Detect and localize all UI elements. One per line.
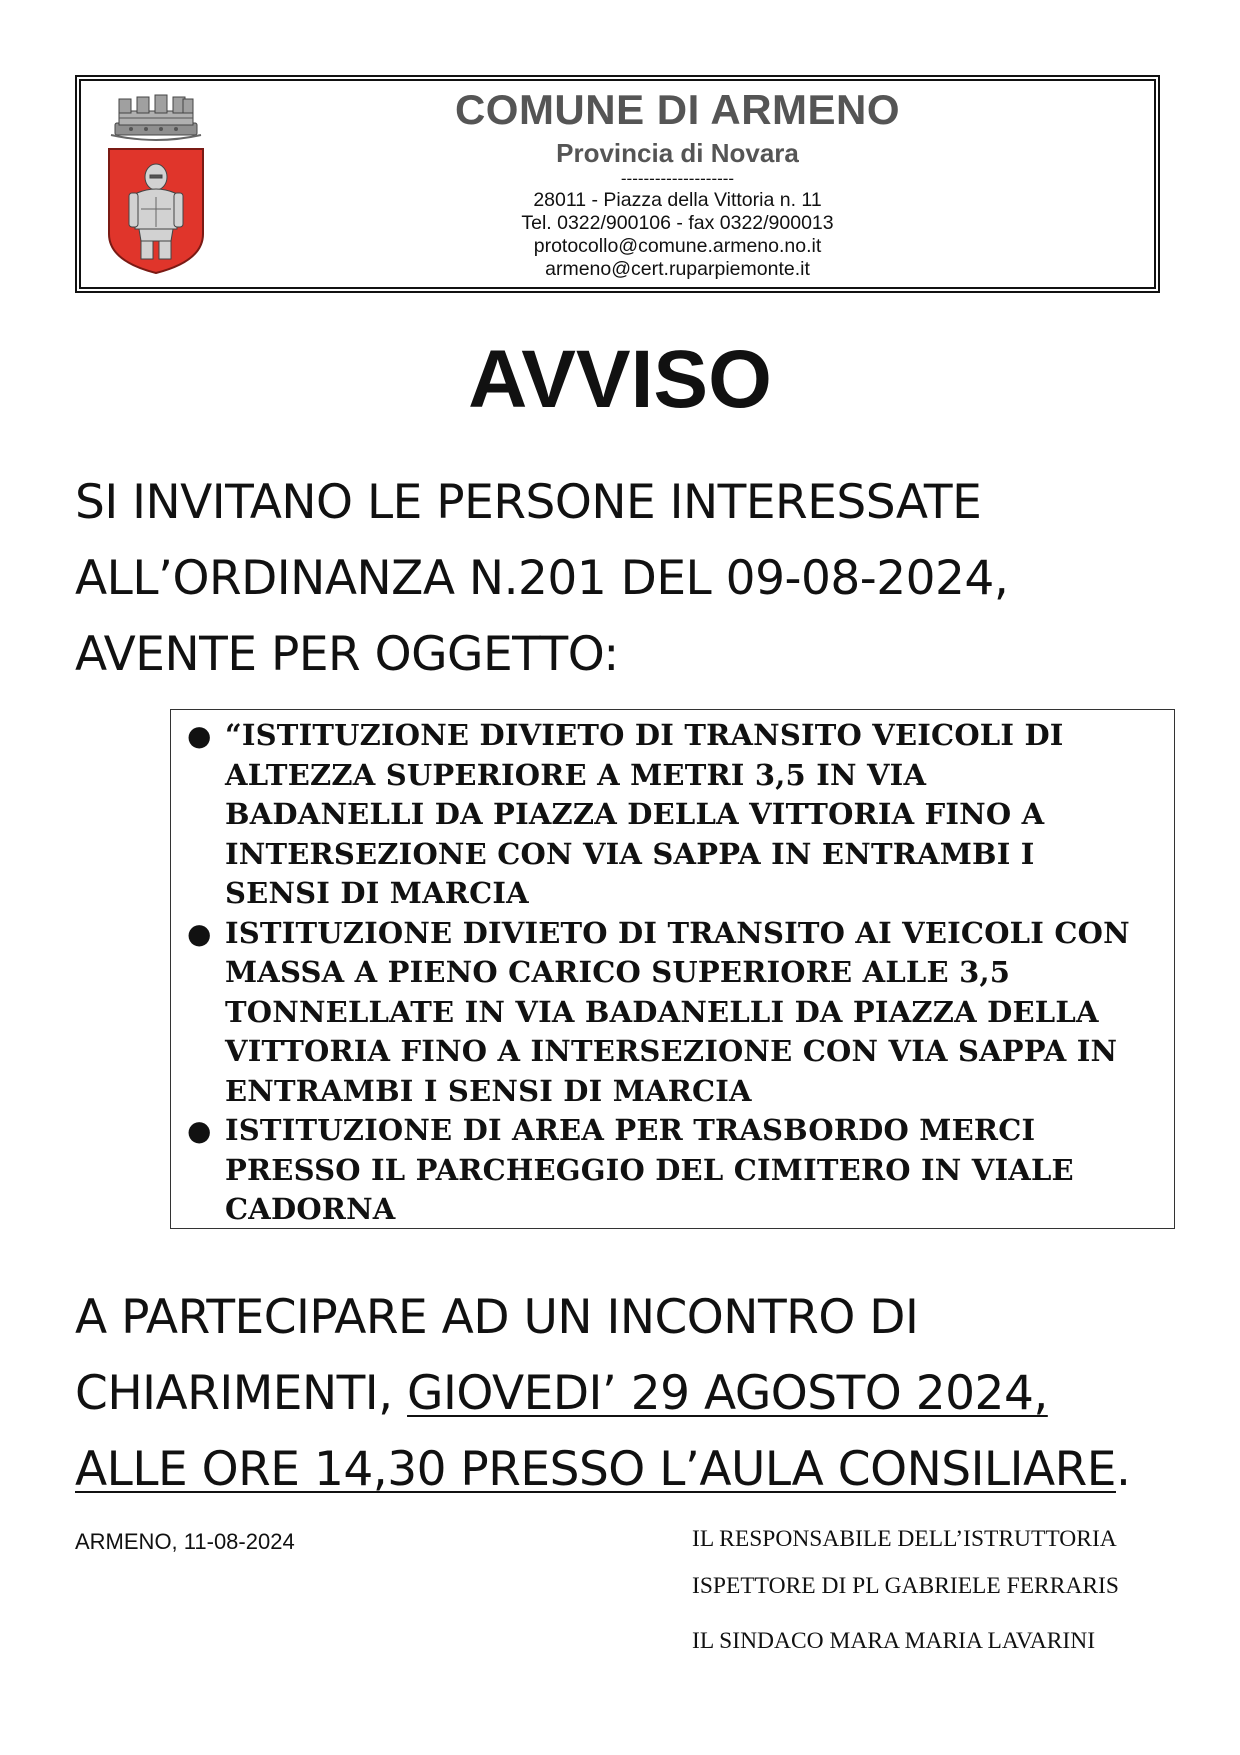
ordinance-object-list: [171, 716, 1164, 1230]
municipality-address: 28011 - Piazza della Vittoria n. 11: [533, 189, 822, 211]
meeting-invitation: [75, 1280, 1175, 1508]
item-line: TONNELLATE IN VIA BADANELLI DA PIAZZA DELLA: [225, 994, 1099, 1029]
item-line: INTERSEZIONE CON VIA SAPPA IN ENTRAMBI I: [225, 836, 1035, 871]
municipal-crest-icon: [101, 89, 211, 279]
invite-line: [75, 1356, 1175, 1432]
item-line: CADORNA: [225, 1192, 396, 1226]
bullet-icon: ●: [187, 1114, 212, 1147]
letterhead: [75, 75, 1160, 293]
province-name: Provincia di Novara: [556, 138, 799, 168]
ordinance-object-box: [170, 709, 1175, 1229]
list-item: [187, 914, 1164, 1112]
notice-intro: [75, 465, 1175, 693]
meeting-time-place: ALLE ORE 14,30 PRESSO L’AULA CONSILIARE: [75, 1442, 1116, 1497]
item-line: ISTITUZIONE DI AREA PER TRASBORDO MERCI: [225, 1113, 1036, 1147]
invite-line: [75, 1432, 1175, 1508]
place-and-date: ARMENO, 11-08-2024: [75, 1529, 295, 1554]
municipality-email: protocollo@comune.armeno.no.it: [533, 235, 822, 257]
signature-responsible: IL RESPONSABILE DELL’ISTRUTTORIA: [692, 1526, 1117, 1552]
bullet-icon: ●: [187, 916, 212, 950]
invite-punctuation: .: [1115, 1442, 1131, 1497]
invite-text: CHIARIMENTI,: [75, 1366, 408, 1421]
signature-mayor: IL SINDACO MARA MARIA LAVARINI: [692, 1628, 1096, 1654]
item-line: “ISTITUZIONE DIVIETO DI TRANSITO VEICOLI DI: [225, 718, 1064, 752]
signature-inspector: ISPETTORE DI PL GABRIELE FERRARIS: [692, 1573, 1119, 1599]
meeting-date: GIOVEDI’ 29 AGOSTO 2024,: [407, 1366, 1048, 1421]
letterhead-inner: [81, 81, 1154, 287]
item-line: ALTEZZA SUPERIORE A METRI 3,5 IN VIA: [225, 757, 927, 792]
notice-title: AVVISO: [468, 334, 772, 425]
item-line: VITTORIA FINO A INTERSEZIONE CON VIA SAPPA IN: [225, 1034, 1118, 1068]
letterhead-text: [221, 83, 1134, 281]
list-item: [187, 716, 1164, 914]
bullet-icon: ●: [187, 719, 212, 752]
municipality-name: COMUNE DI ARMENO: [454, 86, 901, 133]
list-item: [187, 1111, 1164, 1230]
item-line: SENSI DI MARCIA: [225, 876, 529, 910]
item-line: ISTITUZIONE DIVIETO DI TRANSITO AI VEICOLI CON: [225, 915, 1130, 950]
item-line: ENTRAMBI I SENSI DI MARCIA: [225, 1073, 752, 1108]
intro-line: ALL’ORDINANZA N.201 DEL 09-08-2024,: [75, 551, 1009, 606]
intro-line: AVENTE PER OGGETTO:: [75, 627, 619, 682]
intro-line: SI INVITANO LE PERSONE INTERESSATE: [75, 475, 982, 530]
municipality-pec: armeno@cert.ruparpiemonte.it: [545, 258, 810, 280]
municipality-phone-fax: Tel. 0322/900106 - fax 0322/900013: [521, 212, 834, 234]
item-line: MASSA A PIENO CARICO SUPERIORE ALLE 3,5: [225, 955, 1011, 989]
crown-icon: [111, 95, 201, 140]
invite-line: A PARTECIPARE AD UN INCONTRO DI: [75, 1290, 919, 1345]
letterhead-separator: --------------------: [620, 169, 735, 188]
item-line: PRESSO IL PARCHEGGIO DEL CIMITERO IN VIALE: [225, 1152, 1074, 1187]
item-line: BADANELLI DA PIAZZA DELLA VITTORIA FINO A: [225, 797, 1045, 831]
